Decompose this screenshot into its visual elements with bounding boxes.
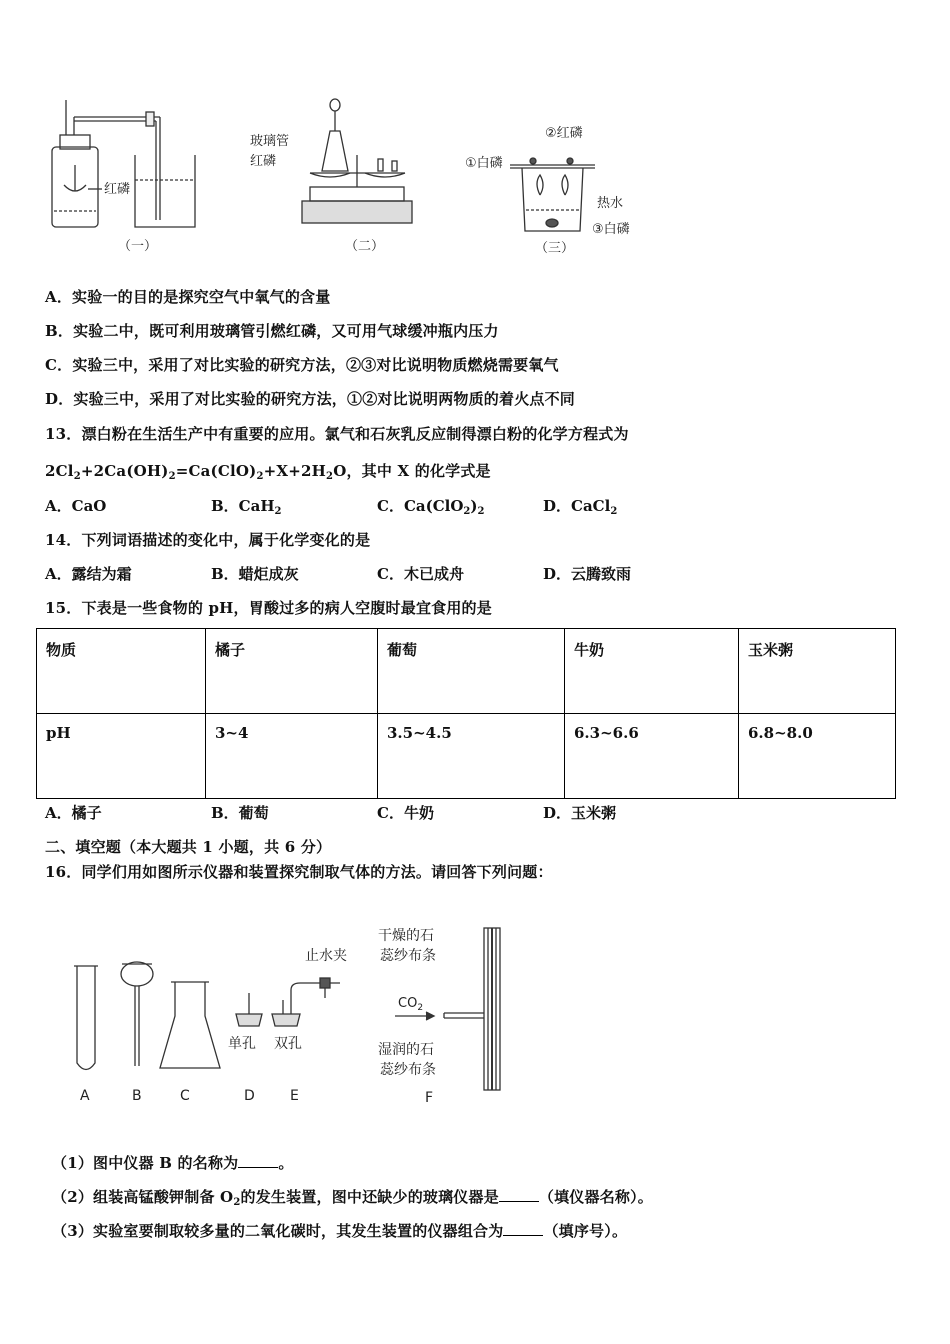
q12-option-a: A．实验一的目的是探究空气中氧气的含量 [45, 288, 331, 306]
fig1-caption: （一） [118, 239, 158, 254]
q13-option-d-text: D．CaCl [543, 497, 611, 515]
q16-figure [60, 918, 520, 1113]
table-cell: 3.5~4.5 [378, 714, 565, 799]
q13-option-b [211, 495, 281, 517]
eq-sub-3: 2 [256, 471, 264, 482]
fig3-label-white-phosphorus-3: ③白磷 [592, 222, 630, 237]
eq-sub-2: 2 [168, 471, 176, 482]
q15-option-d: D．玉米粥 [543, 804, 617, 822]
table-cell: pH [37, 714, 206, 799]
fig2-label-glass-tube: 玻璃管 [250, 134, 290, 149]
eq-part-3: =Ca(ClO) [175, 462, 257, 480]
eq-part-2: +2Ca(OH) [80, 462, 169, 480]
q16-label-clamp: 止水夹 [305, 948, 347, 964]
q16-label-dry-strip-2: 蕊纱布条 [380, 948, 436, 964]
table-cell: 玉米粥 [739, 629, 896, 714]
figure-1-apparatus [52, 100, 195, 227]
fig3-caption: （三） [535, 241, 575, 256]
q16-letter-c: C [180, 1088, 190, 1104]
q16-label-dry-strip-1: 干燥的石 [378, 928, 434, 944]
q16-label-co2 [398, 996, 423, 1013]
q16-label-double-hole: 双孔 [274, 1036, 302, 1052]
q14-option-c: C．木已成舟 [377, 565, 464, 583]
q16-sub3 [52, 1220, 627, 1241]
fig2-label-red-phosphorus: 红磷 [250, 154, 277, 169]
figure-2-apparatus [302, 99, 412, 223]
table-row [37, 714, 896, 799]
q16-label-wet-strip-1: 湿润的石 [378, 1042, 434, 1058]
fig1-label-red-phosphorus: 红磷 [104, 182, 131, 197]
q16-sub2 [52, 1186, 653, 1208]
q13-option-d [543, 495, 617, 517]
answer-blank[interactable] [499, 1187, 539, 1202]
q16-label-wet-strip-2: 蕊纱布条 [380, 1062, 436, 1078]
fig2-caption: （二） [345, 239, 385, 254]
q12-option-b: B．实验二中，既可利用玻璃管引燃红磷，又可用气球缓冲瓶内压力 [45, 322, 499, 340]
fig3-label-hot-water: 热水 [597, 196, 624, 211]
instrument-e-double-hole-stopper [272, 978, 340, 1026]
table-cell: 物质 [37, 629, 206, 714]
q13-option-b-text: B．CaH [211, 497, 275, 515]
table-cell: 葡萄 [378, 629, 565, 714]
q16-sub2-end: （填仪器名称）。 [538, 1188, 654, 1206]
eq-sub-4: 2 [326, 471, 334, 482]
section-heading: 二、填空题（本大题共 1 小题，共 6 分） [45, 838, 332, 856]
q15-option-a: A．橘子 [45, 804, 102, 822]
q13-option-a: A．CaO [45, 497, 107, 515]
q13-option-c-sub2: 2 [477, 506, 485, 517]
q16-stem: 16．同学们用如图所示仪器和装置探究制取气体的方法。请回答下列问题： [45, 863, 553, 881]
table-cell: 牛奶 [565, 629, 739, 714]
q14-option-a: A．露结为霜 [45, 565, 132, 583]
q16-label-single-hole: 单孔 [228, 1036, 256, 1052]
q16-sub1 [52, 1152, 294, 1173]
instrument-b-funnel [121, 962, 153, 1066]
figure-3-apparatus [510, 158, 595, 231]
instrument-a-test-tube [74, 966, 98, 1070]
q15-stem: 15．下表是一些食物的 pH，胃酸过多的病人空腹时最宜食用的是 [45, 599, 492, 617]
q16-letter-e: E [290, 1088, 299, 1104]
q16-sub1-text: （1）图中仪器 B 的名称为 [52, 1154, 239, 1172]
instrument-d-single-hole-stopper [236, 993, 262, 1026]
ph-table [36, 628, 896, 799]
q14-stem: 14．下列词语描述的变化中，属于化学变化的是 [45, 531, 371, 549]
q14-option-b: B．蜡炬成灰 [211, 565, 299, 583]
q12-option-d: D．实验三中，采用了对比实验的研究方法，①②对比说明两物质的着火点不同 [45, 390, 576, 408]
q16-sub2-mid: 的发生装置，图中还缺少的玻璃仪器是 [240, 1188, 499, 1206]
q16-sub3-end: （填序号）。 [543, 1222, 628, 1240]
table-cell: 3~4 [206, 714, 378, 799]
q12-figures [40, 95, 660, 265]
answer-blank[interactable] [238, 1153, 278, 1168]
q12-option-c: C．实验三中，采用了对比实验的研究方法，②③对比说明物质燃烧需要氧气 [45, 356, 559, 374]
eq-part-4: +X+2H [263, 462, 327, 480]
q13-option-c [377, 495, 484, 517]
co2-text: CO [398, 996, 418, 1011]
q16-sub1-end: 。 [278, 1154, 294, 1172]
q16-sub2-text: （2）组装高锰酸钾制备 O [52, 1188, 234, 1206]
instrument-c-conical-flask [160, 982, 220, 1068]
eq-part-1: 2Cl [45, 462, 74, 480]
q16-letter-a: A [80, 1088, 90, 1104]
table-cell: 6.3~6.6 [565, 714, 739, 799]
table-cell: 6.8~8.0 [739, 714, 896, 799]
q16-letter-f: F [425, 1090, 434, 1106]
q13-equation [45, 460, 491, 482]
table-cell: 橘子 [206, 629, 378, 714]
fig3-label-red-phosphorus-2: ②红磷 [545, 126, 583, 141]
q13-option-d-sub: 2 [610, 506, 618, 517]
q14-option-d: D．云腾致雨 [543, 565, 632, 583]
table-row [37, 629, 896, 714]
q13-stem: 13．漂白粉在生活生产中有重要的应用。氯气和石灰乳反应制得漂白粉的化学方程式为 [45, 425, 629, 443]
answer-blank[interactable] [503, 1221, 543, 1236]
q15-option-c: C．牛奶 [377, 804, 434, 822]
q13-option-c-close: ) [470, 497, 478, 515]
q13-option-c-text: C．Ca(ClO [377, 497, 464, 515]
q16-sub3-text: （3）实验室要制取较多量的二氧化碳时，其发生装置的仪器组合为 [52, 1222, 504, 1240]
q16-sub2-sub: 2 [233, 1197, 241, 1208]
q15-option-b: B．葡萄 [211, 804, 269, 822]
q16-letter-b: B [132, 1088, 142, 1104]
q16-letter-d: D [244, 1088, 255, 1104]
eq-sub-1: 2 [73, 471, 81, 482]
co2-sub: 2 [417, 1003, 424, 1013]
q13-option-c-sub1: 2 [463, 506, 471, 517]
fig3-label-white-phosphorus-1: ①白磷 [465, 156, 503, 171]
q13-option-b-sub: 2 [274, 506, 282, 517]
eq-part-5: O，其中 X 的化学式是 [333, 462, 491, 480]
